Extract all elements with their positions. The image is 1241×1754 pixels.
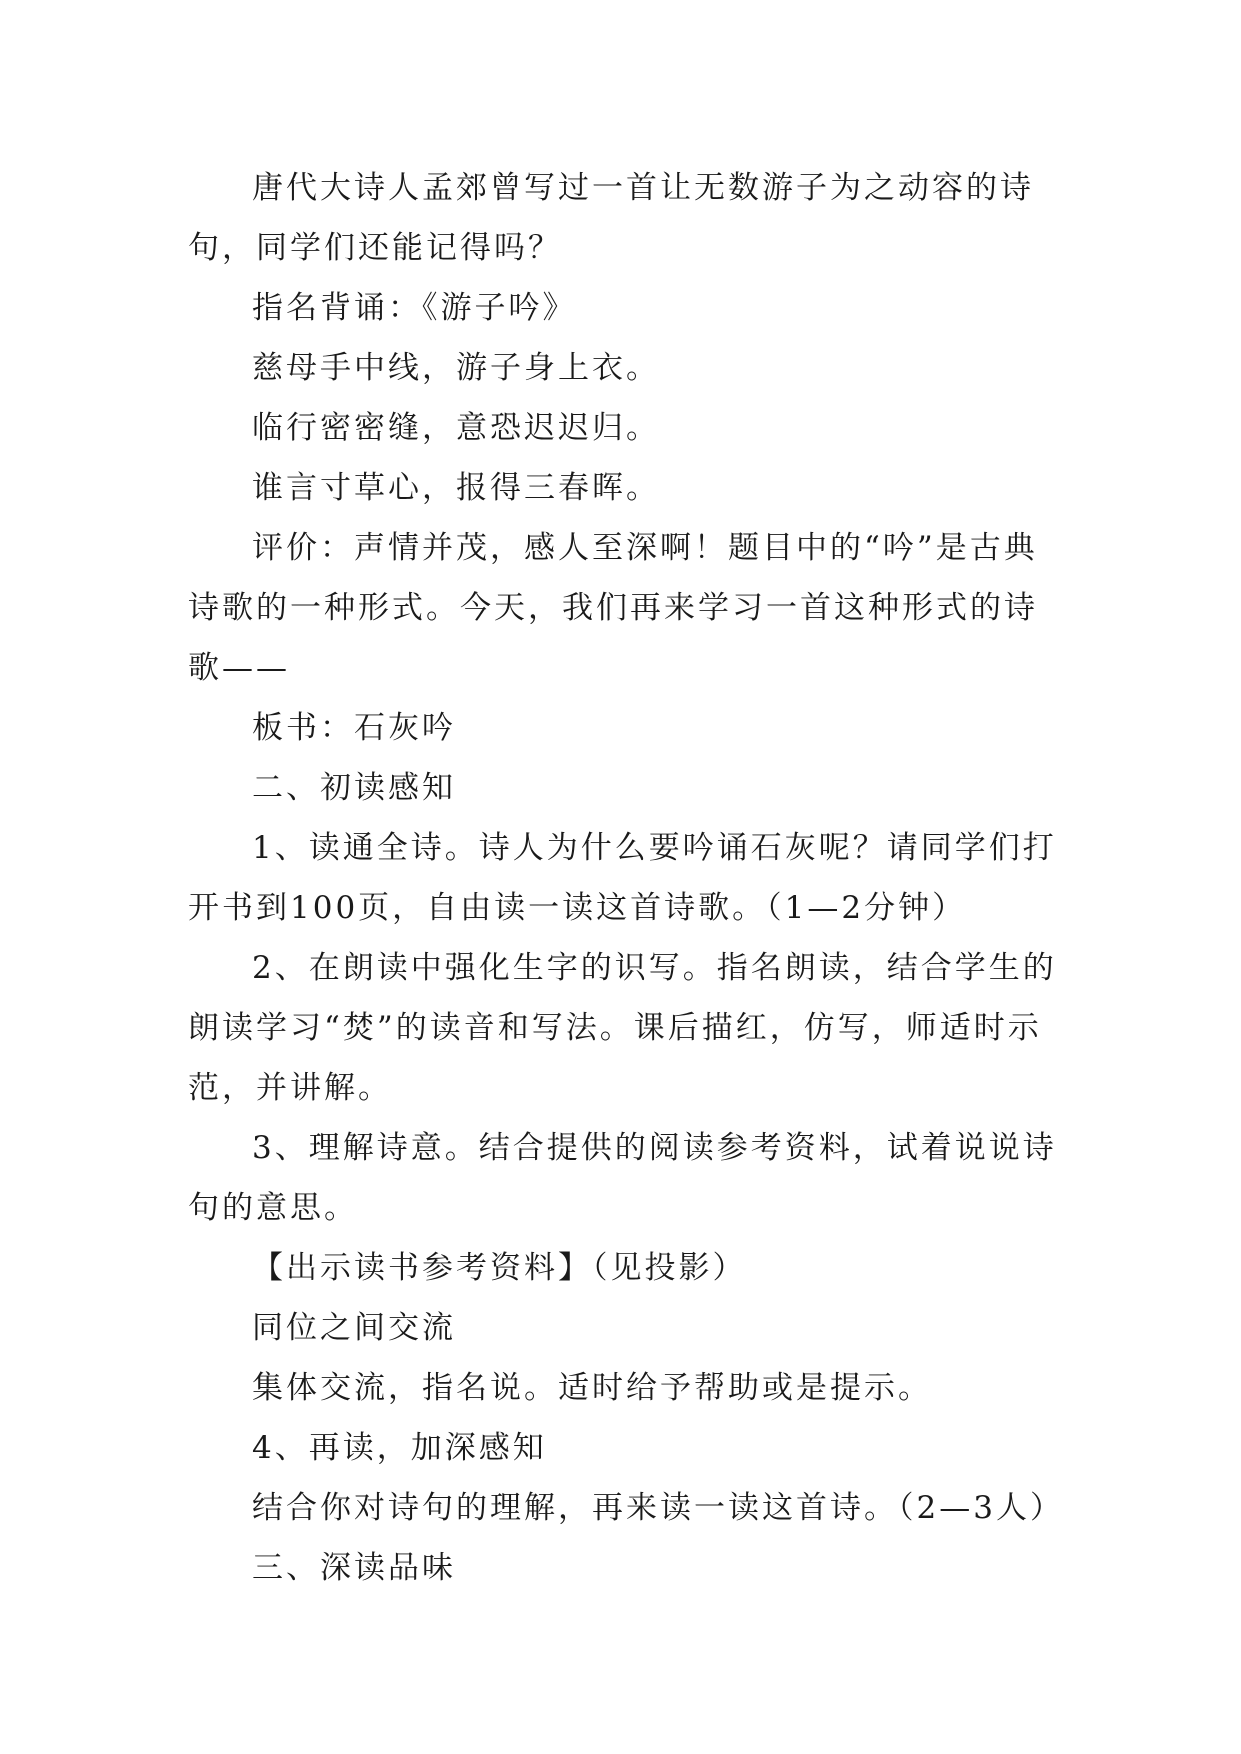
paragraph-recite: 指名背诵：《游子吟》: [252, 290, 577, 326]
poem-line-3: 谁言寸草心，报得三春晖。: [252, 470, 660, 506]
section-heading-3: 三、深读品味: [252, 1550, 456, 1586]
paragraph-blackboard: 板书：石灰吟: [252, 710, 456, 746]
paragraph-step-2: 2、在朗读中强化生字的识写。指名朗读，结合学生的朗读学习“焚”的读音和写法。课后描红，仿写，师适时示范，并讲解。: [188, 950, 1057, 1106]
paragraph-step-3: 3、理解诗意。结合提供的阅读参考资料，试着说说诗句的意思。: [188, 1130, 1057, 1226]
paragraph-step-1: 1、读通全诗。诗人为什么要吟诵石灰呢？请同学们打开书到100页，自由读一读这首诗歌。（1—2分钟）: [188, 830, 1057, 926]
poem-line-2: 临行密密缝，意恐迟迟归。: [252, 410, 660, 446]
paragraph-intro: 唐代大诗人孟郊曾写过一首让无数游子为之动容的诗句，同学们还能记得吗？: [188, 170, 1034, 266]
poem-line-1: 慈母手中线，游子身上衣。: [252, 350, 660, 386]
paragraph-reread: 结合你对诗句的理解，再来读一读这首诗。（2—3人）: [252, 1490, 1064, 1526]
paragraph-peer-exchange: 同位之间交流: [252, 1310, 456, 1346]
paragraph-step-4: 4、再读，加深感知: [252, 1430, 547, 1466]
paragraph-group-exchange: 集体交流，指名说。适时给予帮助或是提示。: [252, 1370, 932, 1406]
section-heading-2: 二、初读感知: [252, 770, 456, 806]
paragraph-evaluation: 评价：声情并茂，感人至深啊！题目中的“吟”是古典诗歌的一种形式。今天，我们再来学习一首这种形式的诗歌——: [188, 530, 1038, 686]
document-page: [188, 158, 1064, 1598]
paragraph-reference: 【出示读书参考资料】（见投影）: [252, 1250, 747, 1286]
